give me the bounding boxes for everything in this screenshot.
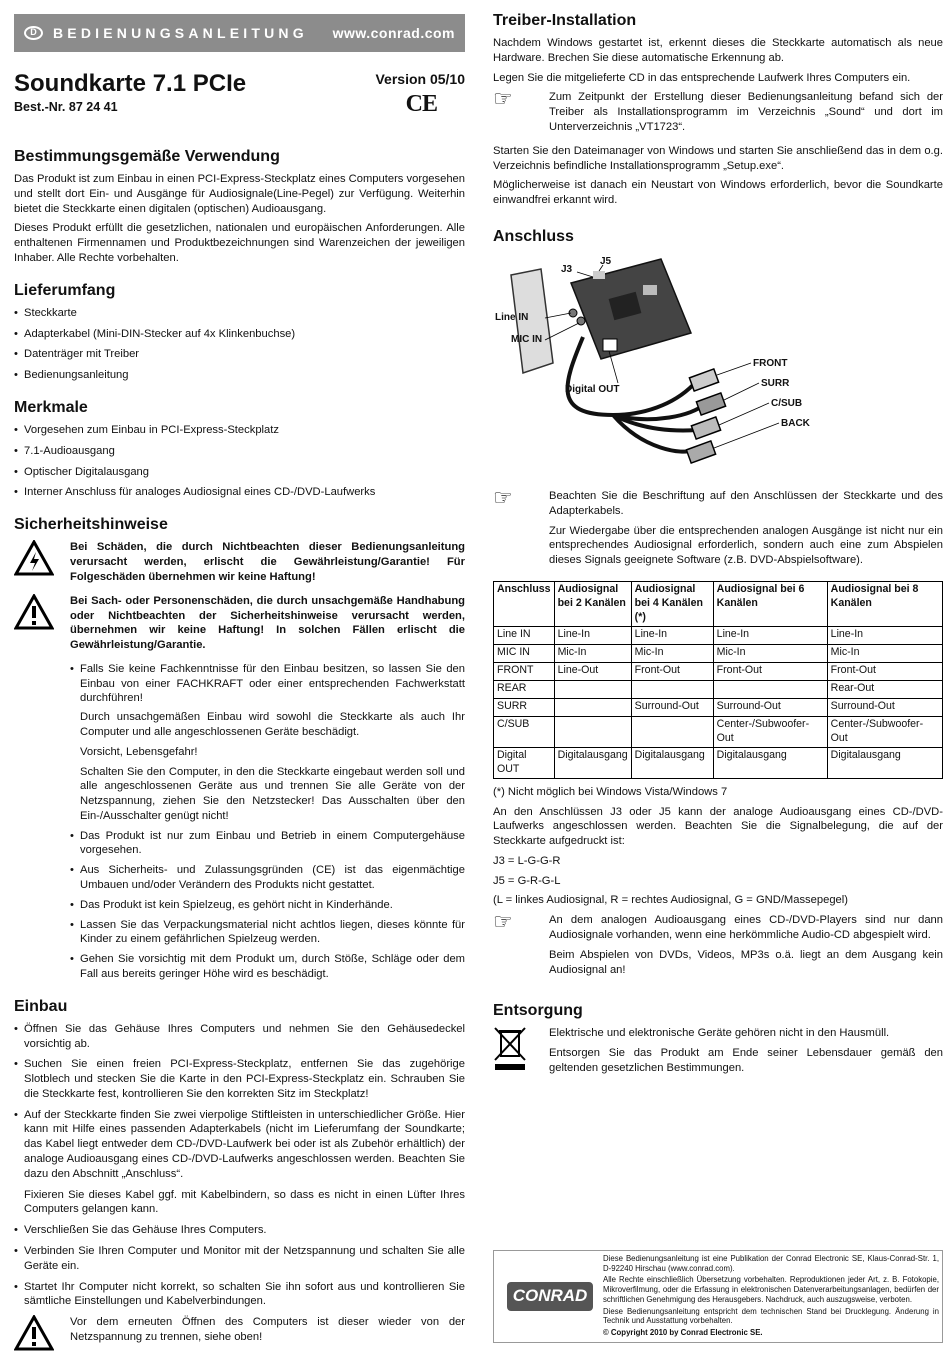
table-cell: Rear-Out	[827, 680, 942, 698]
note-text: Zur Wiedergabe über die entsprechenden analogen Ausgänge ist nicht nur ein entsprechendes Audiosignal erforderlich, sondern auch eine zum Abspielen dieses Signals geeignete Software (z.B. DVD-Abspielsoftware).	[549, 524, 943, 567]
left-column	[14, 14, 465, 1353]
table-cell: Center-/Subwoofer-Out	[713, 716, 827, 747]
table-cell: Front-Out	[713, 662, 827, 680]
label-back: BACK	[781, 418, 810, 430]
heading-verwendung: Bestimmungsgemäße Verwendung	[14, 148, 280, 165]
warning-text: Bei Schäden, die durch Nichtbeachten dieser Bedienungsanleitung verursacht werden, erlischt die Gewährleistung/Garantie! Für Folgeschäden übernehmen wir keine Haftung!	[70, 541, 465, 583]
table-cell: Digitalausgang	[713, 747, 827, 778]
table-cell: MIC IN	[494, 644, 555, 662]
column-header: Anschluss	[494, 581, 555, 626]
table-row	[494, 680, 943, 698]
table-cell: Digital OUT	[494, 747, 555, 778]
heading-einbau: Einbau	[14, 997, 68, 1015]
list-item: • Datenträger mit Treiber	[14, 347, 465, 362]
einbau-list	[14, 1022, 465, 1309]
column-header: Audiosignal bei 2 Kanälen	[554, 581, 631, 626]
table-cell: C/SUB	[494, 716, 555, 747]
crossed-bin-icon	[493, 1026, 549, 1080]
pin-legend: (L = linkes Audiosignal, R = rechtes Audiosignal, G = GND/Massepegel)	[493, 894, 848, 907]
list-item: • Vorgesehen zum Einbau in PCI-Express-Steckplatz	[14, 423, 465, 438]
table-cell	[631, 716, 713, 747]
list-item: • Bedienungsanleitung	[14, 368, 465, 383]
table-body	[494, 626, 943, 778]
paragraph: Fixieren Sie dieses Kabel ggf. mit Kabelbindern, so dass es nicht in einen Lüfter Ihres Computers gelangen kann.	[24, 1188, 465, 1216]
paragraph: Durch unsachgemäßen Einbau wird sowohl die Steckkarte als auch Ihr Computer und alle angeschlossenen Geräte beschädigt.	[80, 711, 465, 738]
list-item: • Verschließen Sie das Gehäuse Ihres Computers.	[14, 1223, 465, 1238]
table-cell	[554, 698, 631, 716]
conrad-logo	[497, 1254, 603, 1339]
label-csub: C/SUB	[771, 398, 803, 410]
label-line-in: Line IN	[495, 312, 529, 324]
logo-text: CONRAD	[507, 1282, 594, 1310]
warning-block	[14, 540, 465, 589]
channel-table	[493, 581, 943, 779]
table-cell: Front-Out	[631, 662, 713, 680]
note-text: Beachten Sie die Beschriftung auf den Anschlüssen der Steckkarte und des Adapterkabels.	[549, 490, 943, 517]
table-cell: Mic-In	[827, 644, 942, 662]
version: Version 05/10	[375, 71, 465, 87]
footer-text: Diese Bedienungsanleitung ist eine Publikation der Conrad Electronic SE, Klaus-Conrad-Str. 1, D-92240 Hirschau (www.conrad.com).	[603, 1254, 939, 1273]
list-item: • Aus Sicherheits- und Zulassungsgründen (CE) ist das eigenmächtige Umbauen und/oder Verändern des Produkts nicht gestattet.	[70, 863, 465, 893]
warning-text: Bei Sach- oder Personenschäden, die durch unsachgemäße Handhabung oder Nichtbeachten der Sicherheitshinweise verursacht werden, übernehmen wir keine Haftung! In solchen Fällen erlischt die Gewährleistung/Garantie.	[70, 594, 465, 652]
table-cell	[554, 716, 631, 747]
table-cell: Line-In	[631, 626, 713, 644]
footnote: (*) Nicht möglich bei Windows Vista/Windows 7	[493, 785, 728, 798]
electric-warning-icon	[14, 540, 54, 589]
list-item: • Interner Anschluss für analoges Audiosignal eines CD-/DVD-Laufwerks	[14, 485, 465, 500]
note-text: Zum Zeitpunkt der Erstellung dieser Bedienungsanleitung befand sich der Treiber als Installationsprogramm im Verzeichnis „Sound“ und dort im Unterverzeichnis „VT1723“.	[549, 91, 943, 134]
heading-anschluss: Anschluss	[493, 227, 574, 245]
footer-text: Alle Rechte einschließlich Übersetzung vorbehalten. Reproduktionen jeder Art, z. B. Fotokopie, Mikroverfilmung, oder die Erfassung in elektronischen Datenverarbeitungsanlagen, bedürfen der schriftlichen Genehmigung des Herausgebers. Nachdruck, auch auszugsweise, verboten.	[603, 1275, 939, 1304]
note-block	[493, 86, 943, 139]
product-title: Soundkarte 7.1 PCIe	[14, 70, 247, 97]
pin-assignment-j3: J3 = L-G-G-R	[493, 854, 561, 867]
table-cell: Mic-In	[631, 644, 713, 662]
right-column	[493, 10, 943, 1085]
paragraph: An den Anschlüssen J3 oder J5 kann der analoge Audioausgang eines CD-/DVD-Laufwerks angeschlossen werden. Beachten Sie die Signalbelegung, die auf der Steckkarte aufgedruckt ist:	[493, 805, 943, 848]
table-row	[494, 716, 943, 747]
paragraph: Entsorgen Sie das Produkt am Ende seiner Lebensdauer gemäß den geltenden gesetzlichen Bestimmungen.	[549, 1047, 943, 1074]
soundcard-figure	[493, 255, 943, 477]
table-cell: Line-Out	[554, 662, 631, 680]
table-cell: Line-In	[554, 626, 631, 644]
heading-sicherheit: Sicherheitshinweise	[14, 516, 168, 534]
paragraph: Starten Sie den Dateimanager von Windows und starten Sie anschließend das in dem o.g. Verzeichnis befindliche Installationsprogramm „Setup.exe“.	[493, 144, 943, 172]
warning-triangle-icon	[14, 1315, 54, 1353]
safety-list	[70, 662, 465, 982]
list-item: • 7.1-Audioausgang	[14, 444, 465, 459]
title-block	[14, 68, 465, 126]
copyright: © Copyright 2010 by Conrad Electronic SE.	[603, 1328, 763, 1338]
heading-merkmale: Merkmale	[14, 399, 88, 417]
order-number: Best.-Nr. 87 24 41	[14, 100, 118, 114]
warning-text: Vor dem erneuten Öffnen des Computers ist dieser wieder von der Netzspannung zu trennen, siehe oben!	[70, 1316, 465, 1343]
table-row	[494, 644, 943, 662]
list-item	[14, 1108, 465, 1217]
table-cell: Center-/Subwoofer-Out	[827, 716, 942, 747]
label-front: FRONT	[753, 358, 788, 370]
list-item-text: Falls Sie keine Fachkenntnisse für den Einbau besitzen, so lassen Sie den Einbau von einer FACHKRAFT oder einer entsprechenden Fachwerkstatt durchführen!	[80, 662, 465, 705]
table-cell: Mic-In	[713, 644, 827, 662]
table-header-row	[494, 581, 943, 626]
paragraph: Dieses Produkt erfüllt die gesetzlichen, nationalen und europäischen Anforderungen. Alle enthaltenen Firmennamen und Produktbezeichnungen sind Warenzeichen der jeweiligen Inhaber. Alle Rechte vorbehalten.	[14, 222, 465, 265]
list-item: • Lassen Sie das Verpackungsmaterial nicht achtlos liegen, dieses könnte für Kinder zu einem gefährlichen Spielzeug werden.	[70, 918, 465, 948]
list-item: • Adapterkabel (Mini-DIN-Stecker auf 4x Klinkenbuchse)	[14, 327, 465, 342]
paragraph: Legen Sie die mitgelieferte CD in das entsprechende Laufwerk Ihres Computers ein.	[493, 71, 911, 84]
table-cell: Front-Out	[827, 662, 942, 680]
label-mic-in: MIC IN	[511, 334, 543, 346]
merkmale-list	[14, 423, 465, 500]
note-text: An dem analogen Audioausgang eines CD-/DVD-Players sind nur dann Audiosignale vorhanden, wenn eine herkömmliche Audio-CD abgespielt wird.	[549, 914, 943, 941]
note-text: Beim Abspielen von DVDs, Videos, MP3s o.ä. liegt an dem Ausgang kein Audiosignal an!	[549, 948, 943, 976]
paragraph: Elektrische und elektronische Geräte gehören nicht in den Hausmüll.	[549, 1027, 890, 1040]
table-cell: REAR	[494, 680, 555, 698]
pointing-hand-icon: ☞	[493, 909, 513, 935]
ce-mark: CE	[405, 91, 437, 117]
table-cell: Digitalausgang	[554, 747, 631, 778]
table-cell: Surround-Out	[713, 698, 827, 716]
table-cell: SURR	[494, 698, 555, 716]
table-row	[494, 747, 943, 778]
list-item: • Das Produkt ist nur zum Einbau und Betrieb in einem Computergehäuse vorgesehen.	[70, 829, 465, 859]
column-header: Audiosignal bei 6 Kanälen	[713, 581, 827, 626]
column-header: Audiosignal bei 4 Kanälen (*)	[631, 581, 713, 626]
paragraph: Das Produkt ist zum Einbau in einen PCI-Express-Steckplatz eines Computers vorgesehen und stellt dort Ein- und Ausgänge für Audiosignale(Line-Pegel) zur Verfügung. Weiterhin bietet die Steckkarte einen digitalen (optischen) Audioausgang.	[14, 173, 465, 215]
country-badge: D	[24, 26, 43, 40]
table-cell: Line-In	[713, 626, 827, 644]
table-cell: Mic-In	[554, 644, 631, 662]
table-cell	[554, 680, 631, 698]
warning-block	[14, 594, 465, 658]
list-item-text: Auf der Steckkarte finden Sie zwei vierpolige Stiftleisten in unterschiedlicher Größe. Hier kann mit Hilfe eines passenden Adapterkabels (nicht im Lieferumfang der Soundkarte; das Kabel liegt entweder dem CD-/DVD-Laufwerk bei oder ist als Zubehör erhältlich) der analoge Audioausgang eines CD-/DVD-Laufwerks angeschlossen werden. Beachten Sie dazu den Abschnitt „Anschluss“.	[24, 1108, 465, 1180]
list-item: • Das Produkt ist kein Spielzeug, es gehört nicht in Kinderhände.	[70, 898, 465, 913]
table-cell	[631, 680, 713, 698]
label-surr: SURR	[761, 378, 790, 390]
list-item: • Startet Ihr Computer nicht korrekt, so schalten Sie ihn sofort aus und kontrollieren Sie sämtliche Einstellungen und Kabelverbindungen.	[14, 1280, 465, 1310]
heading-treiber: Treiber-Installation	[493, 12, 637, 29]
list-item: • Öffnen Sie das Gehäuse Ihres Computers und nehmen Sie den Gehäusedeckel vorsichtig ab.	[14, 1022, 465, 1052]
banner-title: BEDIENUNGSANLEITUNG	[53, 24, 308, 41]
table-cell: Surround-Out	[631, 698, 713, 716]
table-cell: Line-In	[827, 626, 942, 644]
table-cell: Digitalausgang	[631, 747, 713, 778]
table-cell	[713, 680, 827, 698]
list-item: • Gehen Sie vorsichtig mit dem Produkt um, durch Stöße, Schläge oder dem Fall aus bereits geringer Höhe wird es beschädigt.	[70, 952, 465, 982]
note-block	[493, 909, 943, 982]
label-j5: J5	[600, 256, 612, 268]
warning-block	[14, 1315, 465, 1353]
warning-triangle-icon	[14, 594, 54, 658]
label-j3: J3	[561, 264, 573, 276]
paragraph: Nachdem Windows gestartet ist, erkennt dieses die Steckkarte automatisch als neue Hardware. Brechen Sie diese automatische Erkennung ab.	[493, 37, 943, 64]
header-banner	[14, 14, 465, 52]
list-item: • Verbinden Sie Ihren Computer und Monitor mit der Netzspannung und schalten Sie alle Geräte ein.	[14, 1244, 465, 1274]
list-item: • Suchen Sie einen freien PCI-Express-Steckplatz, entfernen Sie das zugehörige Slotblech und stecken Sie die Karte in den PCI-Express-Steckplatz ein. Schrauben Sie die Steckkarte fest, kontrollieren Sie den korrekten Sitz im Steckplatz!	[14, 1057, 465, 1101]
publisher-footer	[493, 1250, 943, 1343]
paragraph: Schalten Sie den Computer, in den die Steckkarte eingebaut werden soll und alle angeschlossenen Geräte aus und trennen Sie alle Geräte von der Netzspannung, ziehen Sie den Netzstecker! Das Ausschalten über den Ein-/Ausschalter genügt nicht!	[80, 765, 465, 822]
table-row	[494, 662, 943, 680]
list-item: • Optischer Digitalausgang	[14, 465, 465, 480]
list-item	[70, 662, 465, 824]
heading-entsorgung: Entsorgung	[493, 1002, 583, 1020]
soundcard-illustration	[493, 255, 943, 477]
banner-url[interactable]: www.conrad.com	[332, 24, 455, 41]
table-row	[494, 626, 943, 644]
pointing-hand-icon: ☞	[493, 485, 513, 511]
label-digital-out: Digital OUT	[565, 384, 620, 396]
table-cell: Surround-Out	[827, 698, 942, 716]
heading-lieferumfang: Lieferumfang	[14, 281, 116, 299]
footer-text: Diese Bedienungsanleitung entspricht dem technischen Stand bei Drucklegung. Änderung in Technik und Ausstattung vorbehalten.	[603, 1306, 939, 1326]
pointing-hand-icon: ☞	[493, 86, 513, 112]
note-block	[493, 485, 943, 573]
lieferumfang-list	[14, 306, 465, 383]
list-item: • Steckkarte	[14, 306, 465, 321]
pin-assignment-j5: J5 = G-R-G-L	[493, 874, 561, 887]
table-cell: Line IN	[494, 626, 555, 644]
table-cell: FRONT	[494, 662, 555, 680]
column-header: Audiosignal bei 8 Kanälen	[827, 581, 942, 626]
disposal-block	[493, 1026, 943, 1080]
paragraph: Vorsicht, Lebensgefahr!	[80, 745, 198, 758]
table-row	[494, 698, 943, 716]
paragraph: Möglicherweise ist danach ein Neustart von Windows erforderlich, bevor die Soundkarte einwandfrei erkannt wird.	[493, 179, 943, 207]
table-cell: Digitalausgang	[827, 747, 942, 778]
